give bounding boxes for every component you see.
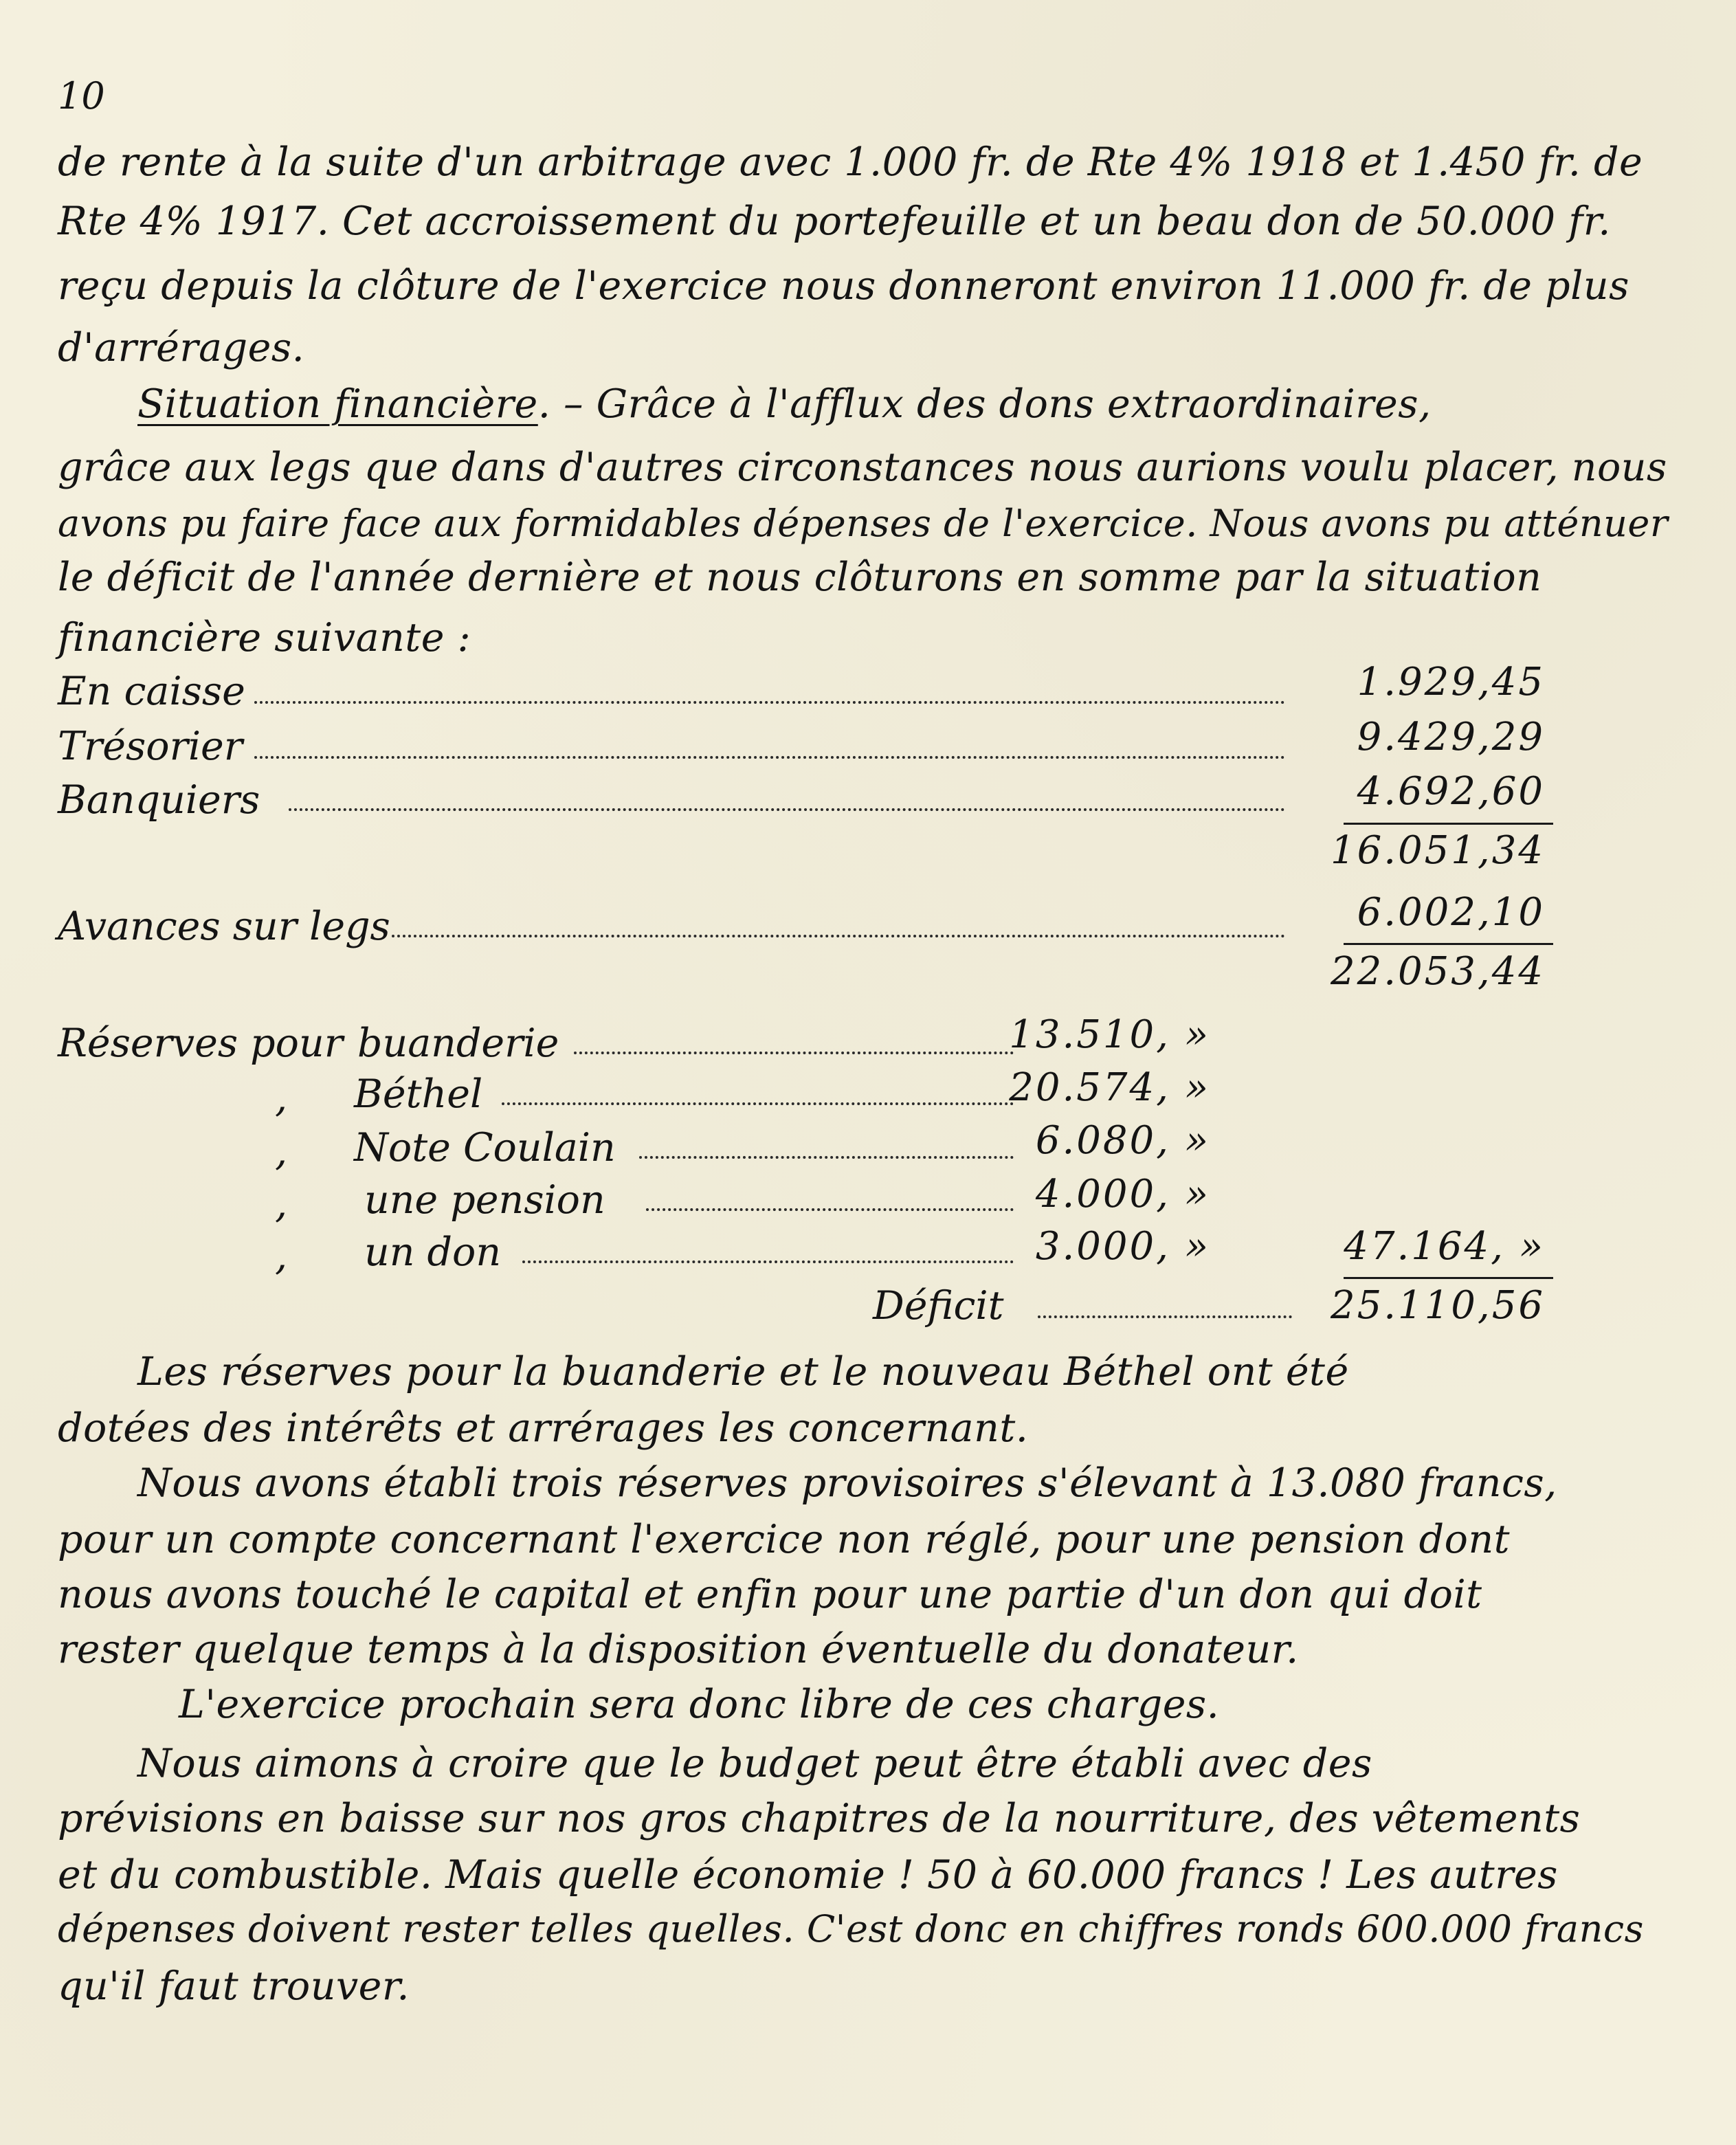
reserve-item-note-coulain: Note Coulain [354,1125,616,1170]
section-heading-line [137,381,1432,427]
sum-rule [1344,1277,1553,1279]
section-heading-rest: . – Grâce à l'afflux des dons extraordinaires, [537,381,1432,427]
reserve-prefix: , [275,1181,288,1227]
reserves-label: Réserves pour [58,1021,343,1066]
leader-dots [1038,1315,1292,1318]
reserve-amount-note-coulain: 6.080, » [1035,1118,1210,1163]
closing-line-4: pour un compte concernant l'exercice non réglé, pour une pension dont [58,1517,1511,1562]
leader-dots [639,1156,1014,1159]
reserve-prefix: , [275,1076,288,1121]
ledger-amount-avances: 6.002,10 [1357,890,1545,935]
closing-line-3: Nous avons établi trois réserves provisoires s'élevant à 13.080 francs, [137,1460,1557,1506]
reserve-amount-bethel: 20.574, » [1009,1065,1210,1110]
reserve-prefix: , [275,1234,288,1279]
closing-line-9: prévisions en baisse sur nos gros chapitres de la nourriture, des vêtements [58,1796,1581,1841]
ledger-subtotal-1: 16.051,34 [1330,828,1545,873]
leader-dots [254,756,1285,759]
ledger-label-avances: Avances sur legs [58,904,390,949]
reserve-amount-buanderie: 13.510, » [1009,1012,1210,1057]
sum-rule [1344,943,1553,945]
paragraph1-line-2: Rte 4% 1917. Cet accroissement du portefeuille et un beau don de 50.000 fr. [58,199,1611,244]
sum-rule [1344,823,1553,825]
closing-line-11: dépenses doivent rester telles quelles. C'est donc en chiffres ronds 600.000 francs [58,1907,1644,1950]
paragraph1-line-4: d'arrérages. [58,325,305,370]
section-heading: Situation financière [137,381,538,427]
reserves-total: 47.164, » [1344,1224,1545,1269]
ledger-amount-en-caisse: 1.929,45 [1357,660,1545,704]
closing-line-12: qu'il faut trouver. [58,1964,410,2009]
leader-dots [522,1260,1014,1263]
closing-line-1: Les réserves pour la buanderie et le nouveau Béthel ont été [137,1349,1349,1394]
page-number: 10 [58,74,105,118]
reserve-prefix: , [275,1129,288,1175]
leader-dots [646,1208,1014,1211]
reserve-amount-un-don: 3.000, » [1035,1224,1210,1269]
reserve-amount-une-pension: 4.000, » [1035,1172,1210,1216]
ledger-label-en-caisse: En caisse [58,669,245,714]
leader-dots [502,1102,1014,1105]
reserve-item-une-pension: une pension [364,1177,605,1223]
closing-line-2: dotées des intérêts et arrérages les concernant. [58,1405,1029,1451]
ledger-amount-tresorier: 9.429,29 [1357,715,1545,759]
reserve-item-bethel: Béthel [354,1071,483,1117]
leader-dots [574,1052,1014,1054]
ledger-label-tresorier: Trésorier [58,724,243,769]
closing-line-10: et du combustible. Mais quelle économie ! 50 à 60.000 francs ! Les autres [58,1852,1558,1898]
closing-line-8: Nous aimons à croire que le budget peut être établi avec des [137,1741,1372,1786]
reserve-item-buanderie: buanderie [357,1021,559,1066]
closing-line-7: L'exercice prochain sera donc libre de ces charges. [179,1682,1220,1727]
deficit-label: Déficit [873,1283,1004,1329]
closing-line-5: nous avons touché le capital et enfin pour une partie d'un don qui doit [58,1572,1482,1617]
section-line-2: avons pu faire face aux formidables dépenses de l'exercice. Nous avons pu atténuer [58,502,1669,545]
reserve-item-un-don: un don [364,1230,502,1275]
section-line-3: le déficit de l'année dernière et nous clôturons en somme par la situation [58,555,1542,600]
section-line-1: grâce aux legs que dans d'autres circonstances nous aurions voulu placer, nous [58,445,1667,490]
ledger-label-banquiers: Banquiers [58,777,260,823]
deficit-amount: 25.110,56 [1330,1283,1545,1328]
ledger-subtotal-2: 22.053,44 [1330,949,1545,994]
leader-dots [289,808,1285,811]
paragraph1-line-3: reçu depuis la clôture de l'exercice nous donneront environ 11.000 fr. de plus [58,263,1629,309]
paragraph1-line-1: de rente à la suite d'un arbitrage avec 1.000 fr. de Rte 4% 1918 et 1.450 fr. de [58,140,1643,185]
leader-dots [254,701,1285,704]
section-line-4: financière suivante : [58,615,471,660]
ledger-amount-banquiers: 4.692,60 [1357,769,1545,814]
leader-dots [392,935,1285,937]
closing-line-6: rester quelque temps à la disposition éventuelle du donateur. [58,1627,1299,1672]
